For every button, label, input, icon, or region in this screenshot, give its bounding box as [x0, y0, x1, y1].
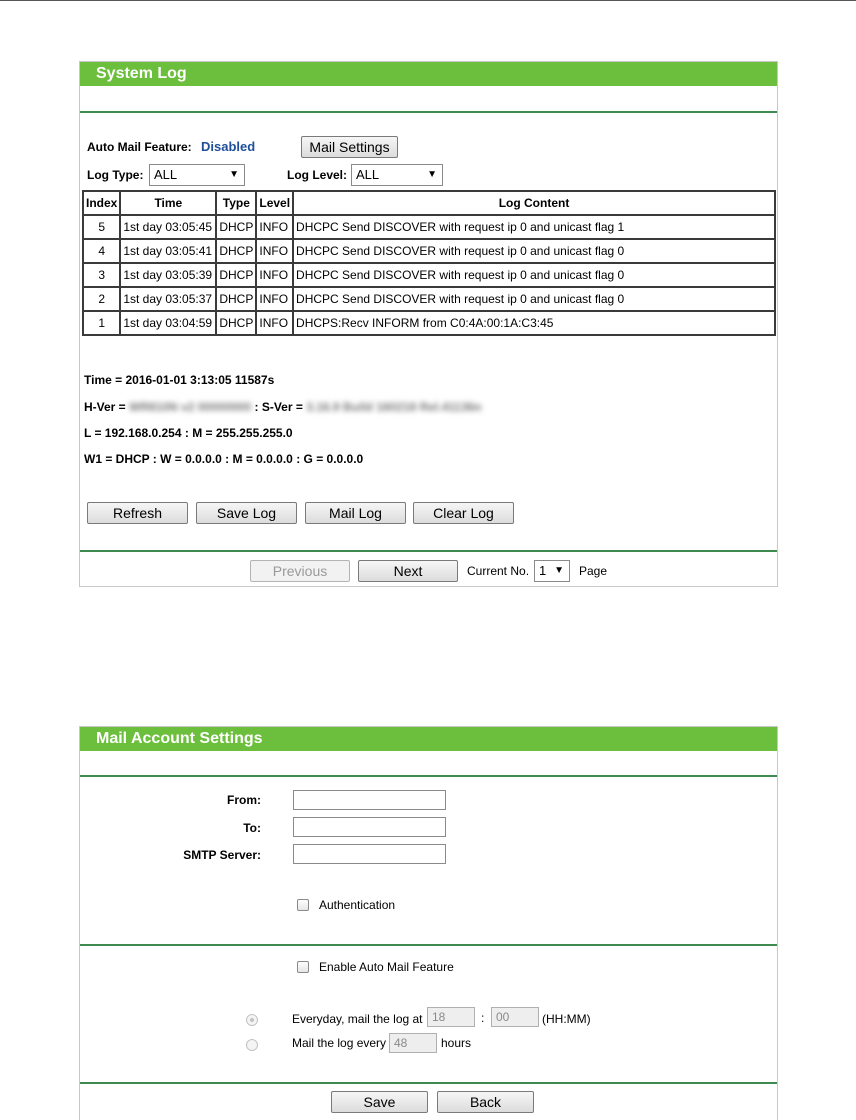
- log-level-select[interactable]: [351, 164, 443, 186]
- hours-label: hours: [441, 1036, 472, 1050]
- authentication-checkbox[interactable]: [297, 899, 309, 911]
- from-field[interactable]: [293, 790, 446, 810]
- log-type-label: Log Type:: [87, 168, 144, 182]
- every-hours-field[interactable]: [389, 1033, 437, 1053]
- hver-value: WR810N v2 00000000: [129, 400, 252, 414]
- log-table-header: [83, 191, 775, 215]
- section-divider: [80, 944, 777, 946]
- cell-index: 3: [83, 263, 120, 287]
- cell-time: 1st day 03:05:39: [120, 263, 216, 287]
- mail-account-title: Mail Account Settings: [80, 727, 777, 751]
- mail-log-button[interactable]: Mail Log: [305, 502, 406, 524]
- auto-mail-label: Auto Mail Feature:: [87, 140, 192, 154]
- mail-every-radio[interactable]: [246, 1039, 258, 1051]
- footer-divider: [80, 550, 777, 552]
- enable-auto-mail-checkbox[interactable]: [297, 961, 309, 973]
- save-log-button[interactable]: Save Log: [196, 502, 297, 524]
- column-header-log-content: Log Content: [293, 191, 775, 215]
- mail-account-panel: [79, 726, 778, 1120]
- hhmm-label: (HH:MM): [542, 1012, 591, 1026]
- cell-time: 1st day 03:05:45: [120, 215, 216, 239]
- sver-label: : S-Ver =: [254, 400, 303, 414]
- refresh-button[interactable]: Refresh: [87, 502, 188, 524]
- system-log-panel: [79, 61, 778, 587]
- column-header-type: Type: [216, 191, 256, 215]
- chevron-down-icon: ▼: [427, 169, 437, 180]
- everyday-label: Everyday, mail the log at: [292, 1012, 423, 1026]
- column-header-time: Time: [120, 191, 216, 215]
- every-hours-value: 48: [394, 1036, 408, 1050]
- log-level-label: Log Level:: [287, 168, 348, 182]
- cell-type: DHCP: [216, 263, 256, 287]
- radio-selected-dot: [250, 1018, 254, 1022]
- everyday-radio[interactable]: [246, 1014, 258, 1026]
- wan-line: W1 = DHCP : W = 0.0.0.0 : M = 0.0.0.0 : G = 0.0.0.0: [84, 452, 364, 466]
- cell-level: INFO: [256, 287, 293, 311]
- hver-label: H-Ver =: [84, 400, 126, 414]
- time-colon: :: [481, 1011, 485, 1025]
- log-table: [82, 190, 776, 336]
- log-level-value: ALL: [356, 167, 380, 182]
- table-row: [83, 287, 775, 311]
- cell-index: 2: [83, 287, 120, 311]
- cell-content: DHCPS:Recv INFORM from C0:4A:00:1A:C3:45: [293, 311, 775, 335]
- footer-divider: [80, 1082, 777, 1084]
- to-label: To:: [243, 821, 261, 835]
- cell-level: INFO: [256, 311, 293, 335]
- page-select[interactable]: [534, 560, 570, 582]
- column-header-index: Index: [83, 191, 120, 215]
- to-field[interactable]: [293, 817, 446, 837]
- column-header-level: Level: [256, 191, 293, 215]
- cell-index: 1: [83, 311, 120, 335]
- log-type-select[interactable]: [149, 164, 245, 186]
- save-button[interactable]: Save: [331, 1091, 428, 1113]
- cell-content: DHCPC Send DISCOVER with request ip 0 and unicast flag 0: [293, 263, 775, 287]
- minute-value: 00: [496, 1010, 510, 1024]
- current-no-label: Current No.: [467, 564, 530, 578]
- cell-time: 1st day 03:05:37: [120, 287, 216, 311]
- authentication-label: Authentication: [319, 898, 396, 912]
- table-row: [83, 263, 775, 287]
- mail-every-label: Mail the log every: [292, 1036, 387, 1050]
- auto-mail-status: Disabled: [201, 139, 256, 154]
- system-log-title: System Log: [80, 62, 777, 86]
- smtp-server-field[interactable]: [293, 844, 446, 864]
- smtp-server-label: SMTP Server:: [183, 848, 261, 862]
- cell-content: DHCPC Send DISCOVER with request ip 0 and unicast flag 0: [293, 287, 775, 311]
- enable-auto-mail-label: Enable Auto Mail Feature: [319, 960, 454, 974]
- cell-level: INFO: [256, 239, 293, 263]
- lan-line: L = 192.168.0.254 : M = 255.255.255.0: [84, 426, 293, 440]
- back-button[interactable]: Back: [437, 1091, 534, 1113]
- minute-field[interactable]: [491, 1007, 539, 1027]
- cell-content: DHCPC Send DISCOVER with request ip 0 and unicast flag 1: [293, 215, 775, 239]
- top-divider: [0, 0, 856, 1]
- version-line: [84, 400, 482, 414]
- header-divider: [80, 775, 777, 777]
- chevron-down-icon: ▼: [554, 565, 564, 576]
- page-select-value: 1: [539, 563, 547, 578]
- hour-value: 18: [432, 1010, 446, 1024]
- sver-value: 3.16.9 Build 160218 Rel.41136n: [306, 400, 482, 414]
- clear-log-button[interactable]: Clear Log: [413, 502, 514, 524]
- cell-type: DHCP: [216, 311, 256, 335]
- cell-index: 5: [83, 215, 120, 239]
- previous-button[interactable]: Previous: [250, 560, 350, 582]
- page-label: Page: [579, 564, 608, 578]
- from-label: From:: [227, 793, 261, 807]
- hour-field[interactable]: [427, 1007, 475, 1027]
- cell-content: DHCPC Send DISCOVER with request ip 0 and unicast flag 0: [293, 239, 775, 263]
- cell-time: 1st day 03:04:59: [120, 311, 216, 335]
- table-row: [83, 311, 775, 335]
- cell-level: INFO: [256, 263, 293, 287]
- cell-time: 1st day 03:05:41: [120, 239, 216, 263]
- table-row: [83, 239, 775, 263]
- time-line: Time = 2016-01-01 3:13:05 11587s: [84, 373, 275, 387]
- cell-type: DHCP: [216, 287, 256, 311]
- mail-settings-button[interactable]: Mail Settings: [301, 136, 398, 158]
- cell-type: DHCP: [216, 239, 256, 263]
- next-button[interactable]: Next: [358, 560, 458, 582]
- header-divider: [80, 111, 777, 113]
- cell-level: INFO: [256, 215, 293, 239]
- table-row: [83, 215, 775, 239]
- log-type-value: ALL: [154, 167, 178, 182]
- cell-type: DHCP: [216, 215, 256, 239]
- cell-index: 4: [83, 239, 120, 263]
- chevron-down-icon: ▼: [229, 169, 239, 180]
